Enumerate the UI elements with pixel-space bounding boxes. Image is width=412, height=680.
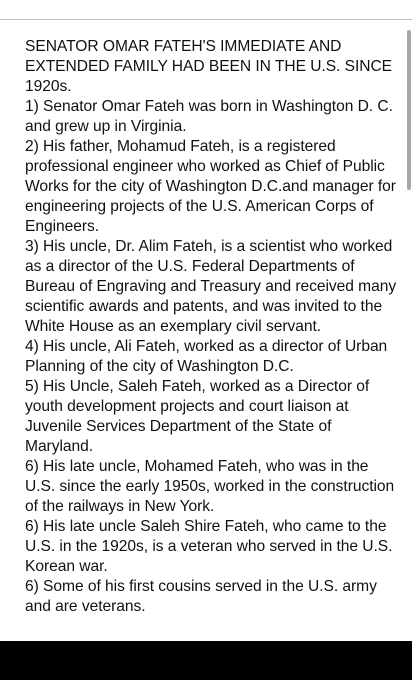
list-item: 2) His father, Mohamud Fateh, is a registered professional engineer who worked as Chief of Public Works for the city of Washington D.C.and manager for engineering projects of the U.S. American Corps of Engineers. bbox=[25, 138, 396, 235]
list-item: 3) His uncle, Dr. Alim Fateh, is a scientist who worked as a director of the U.S. Federal Departments of Bureau of Engraving and Treasury and received many scientific awards and patents, and was invited to the White House as an exemplary civil servant. bbox=[25, 238, 397, 335]
post-text bbox=[25, 37, 400, 617]
top-bar bbox=[0, 0, 412, 20]
list-item: 6) Some of his first cousins served in the U.S. army and are veterans. bbox=[25, 578, 377, 615]
scrollbar[interactable] bbox=[407, 30, 411, 190]
bottom-bar bbox=[0, 641, 412, 680]
list-item: 5) His Uncle, Saleh Fateh, worked as a Director of youth development projects and court liaison at Juvenile Services Department of the State of Maryland. bbox=[25, 378, 370, 455]
list-item: 6) His late uncle, Mohamed Fateh, who was in the U.S. since the early 1950s, worked in the construction of the railways in New York. bbox=[25, 458, 395, 515]
post-heading: SENATOR OMAR FATEH'S IMMEDIATE AND EXTENDED FAMILY HAD BEEN IN THE U.S. SINCE 1920s. bbox=[25, 38, 393, 95]
list-item: 1) Senator Omar Fateh was born in Washington D. C. and grew up in Virginia. bbox=[25, 98, 393, 135]
list-item: 4) His uncle, Ali Fateh, worked as a director of Urban Planning of the city of Washington D.C. bbox=[25, 338, 388, 375]
list-item: 6) His late uncle Saleh Shire Fateh, who came to the U.S. in the 1920s, is a veteran who served in the U.S. Korean war. bbox=[25, 518, 393, 575]
post-content bbox=[0, 20, 412, 641]
